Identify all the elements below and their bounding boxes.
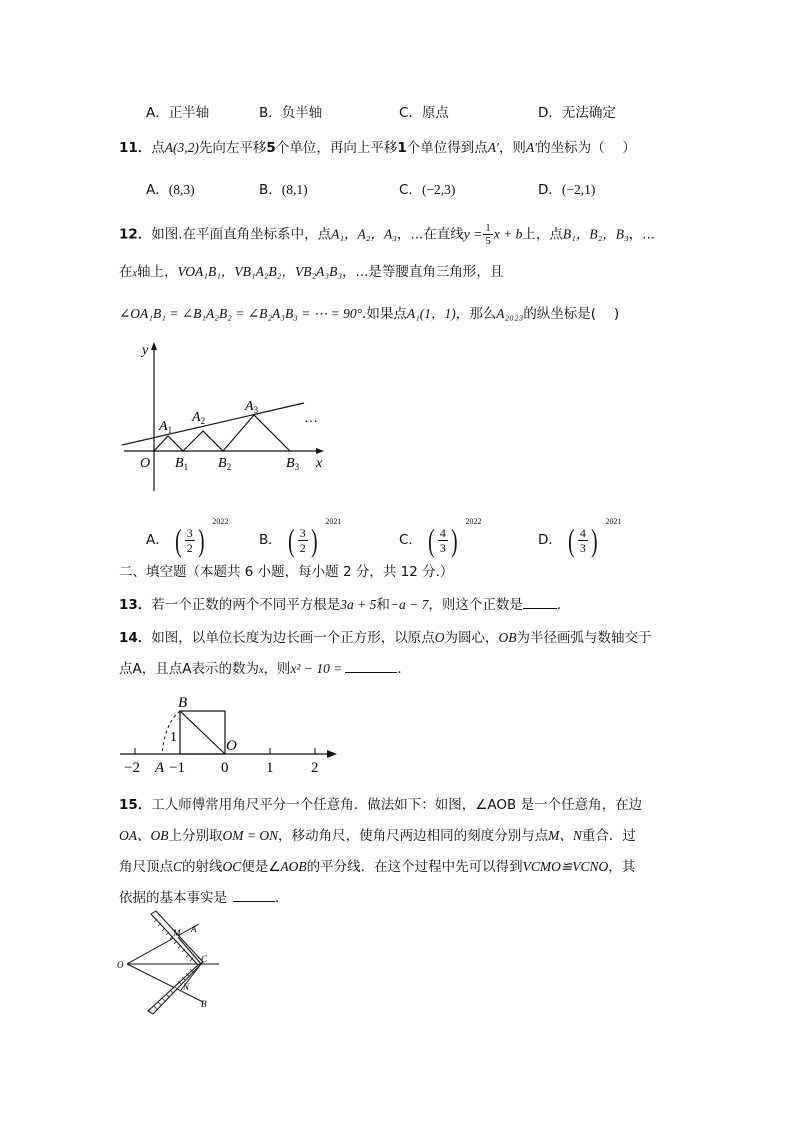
q12-label-dots: … (304, 411, 318, 426)
q12-label-y: y (142, 343, 149, 358)
q14-tick-label-1: 1 (266, 760, 274, 776)
q14-label-a: A (155, 760, 165, 776)
q15-answer-blank[interactable] (233, 889, 275, 902)
q15-line4: 依据的基本事实是 ． (119, 890, 289, 906)
q14-tick-label-2: 2 (311, 760, 319, 776)
q12-x-arrow (316, 448, 324, 454)
q15-figure (115, 910, 225, 1018)
q10-option-b: B．负半轴 (259, 105, 323, 121)
q14-line2: 点A，且点A表示的数为x，则x² − 10 = ． (119, 661, 411, 677)
q11-option-d: D．(−2,1) (538, 182, 596, 198)
q10-option-d: D．无法确定 (538, 105, 616, 121)
q13-stem: 13．若一个正数的两个不同平方根是3a + 5和−a − 7，则这个正数是 ． (119, 597, 571, 613)
q15-label-a: A (191, 924, 197, 934)
q15-line2: OA、OB上分别取OM = ON，移动角尺，使角尺两边相同的刻度分别与点M、N重合．过 (119, 828, 636, 844)
q12-label-a3: $A_3$ (245, 399, 259, 415)
q12-option-b: B． ( $\frac{3}{2}$ ) 2021 (259, 517, 342, 558)
q11-option-b: B．(8,1) (259, 182, 308, 198)
q14-line1: 14．如图，以单位长度为边长画一个正方形，以原点O为圆心，OB为半径画弧与数轴交于 (119, 630, 652, 646)
q12-line3: ∠OA₁B₁ = ∠B₁A₂B₂ = ∠B₂A₃B₃ = ⋯ = 90°.如果点A₁(1，1)，那么A₂₀₂₃的纵坐标是( ) (119, 306, 620, 322)
q12-label-a2: $A_2$ (192, 410, 206, 426)
q14-label-b: B (178, 695, 188, 711)
q15-label-c: C (201, 954, 208, 964)
q14-arrow (327, 750, 337, 758)
q12-label-a1: $A_1$ (159, 419, 173, 435)
q14-figure (118, 691, 343, 777)
q12-line2: 在x轴上，VOA₁B₁，VB₁A₂B₂，VB₂A₃B₃，...是等腰直角三角形，且 (119, 264, 504, 280)
q10-option-c: C．原点 (399, 105, 449, 121)
q14-answer-blank[interactable] (345, 660, 397, 673)
q12-y-arrow (151, 342, 157, 350)
q12-line (122, 403, 304, 445)
q12-option-a: A． ( $\frac{3}{2}$ ) 2022 (146, 517, 229, 558)
q12-label-o: O (140, 456, 151, 471)
q15-label-b: B (201, 999, 207, 1009)
q12-label-x: x (316, 456, 323, 471)
q14-tick-label-m1: −1 (169, 760, 185, 776)
q11-stem: 11．点A(3,2)先向左平移5个单位，再向上平移1个单位得到点A′，则A′的坐标为（ ） (119, 140, 636, 156)
q14-tick-label-m2: −2 (124, 760, 140, 776)
q12-line1: 12．如图.在平面直角坐标系中，点A₁，A₂，A₃，...在直线y = $\frac{1}{5}$ x + b上，点B₁，B₂，B₃，... (119, 222, 656, 247)
q13-answer-blank[interactable] (523, 596, 557, 609)
q12-fraction: $\frac{1}{5}$ (485, 222, 491, 247)
q11-option-a: A．(8,3) (146, 182, 195, 198)
q14-tick-label-0: 0 (221, 760, 229, 776)
q14-label-o: O (226, 738, 237, 754)
q14-label-one: 1 (170, 730, 177, 745)
q15-label-m: M (173, 928, 181, 938)
q12-option-c: C． ( $\frac{4}{3}$ ) 2022 (399, 517, 482, 558)
q12-option-d: D． ( $\frac{4}{3}$ ) 2021 (538, 517, 622, 558)
q15-line1: 15．工人师傅常用角尺平分一个任意角．做法如下：如图，∠AOB 是一个任意角，在边 (119, 797, 643, 813)
q12-label-b2: $B_2$ (218, 456, 232, 472)
section-title: 二、填空题（本题共 6 小题，每小题 2 分，共 12 分.） (119, 564, 454, 580)
q15-label-n: N (183, 982, 190, 992)
q11-option-c: C．(−2,3) (399, 182, 456, 198)
q14-diagonal (180, 711, 225, 754)
q15-segment-cm (178, 937, 201, 964)
q12-label-b1: $B_1$ (175, 456, 189, 472)
q12-figure (112, 336, 342, 496)
q15-line3: 角尺顶点C的射线OC便是∠AOB的平分线．在这个过程中先可以得到VCMO≌VCNO，其 (119, 859, 636, 875)
q15-label-o: O (117, 960, 124, 970)
q12-label-b3: $B_3$ (286, 456, 300, 472)
q10-option-a: A．正半轴 (146, 105, 210, 121)
